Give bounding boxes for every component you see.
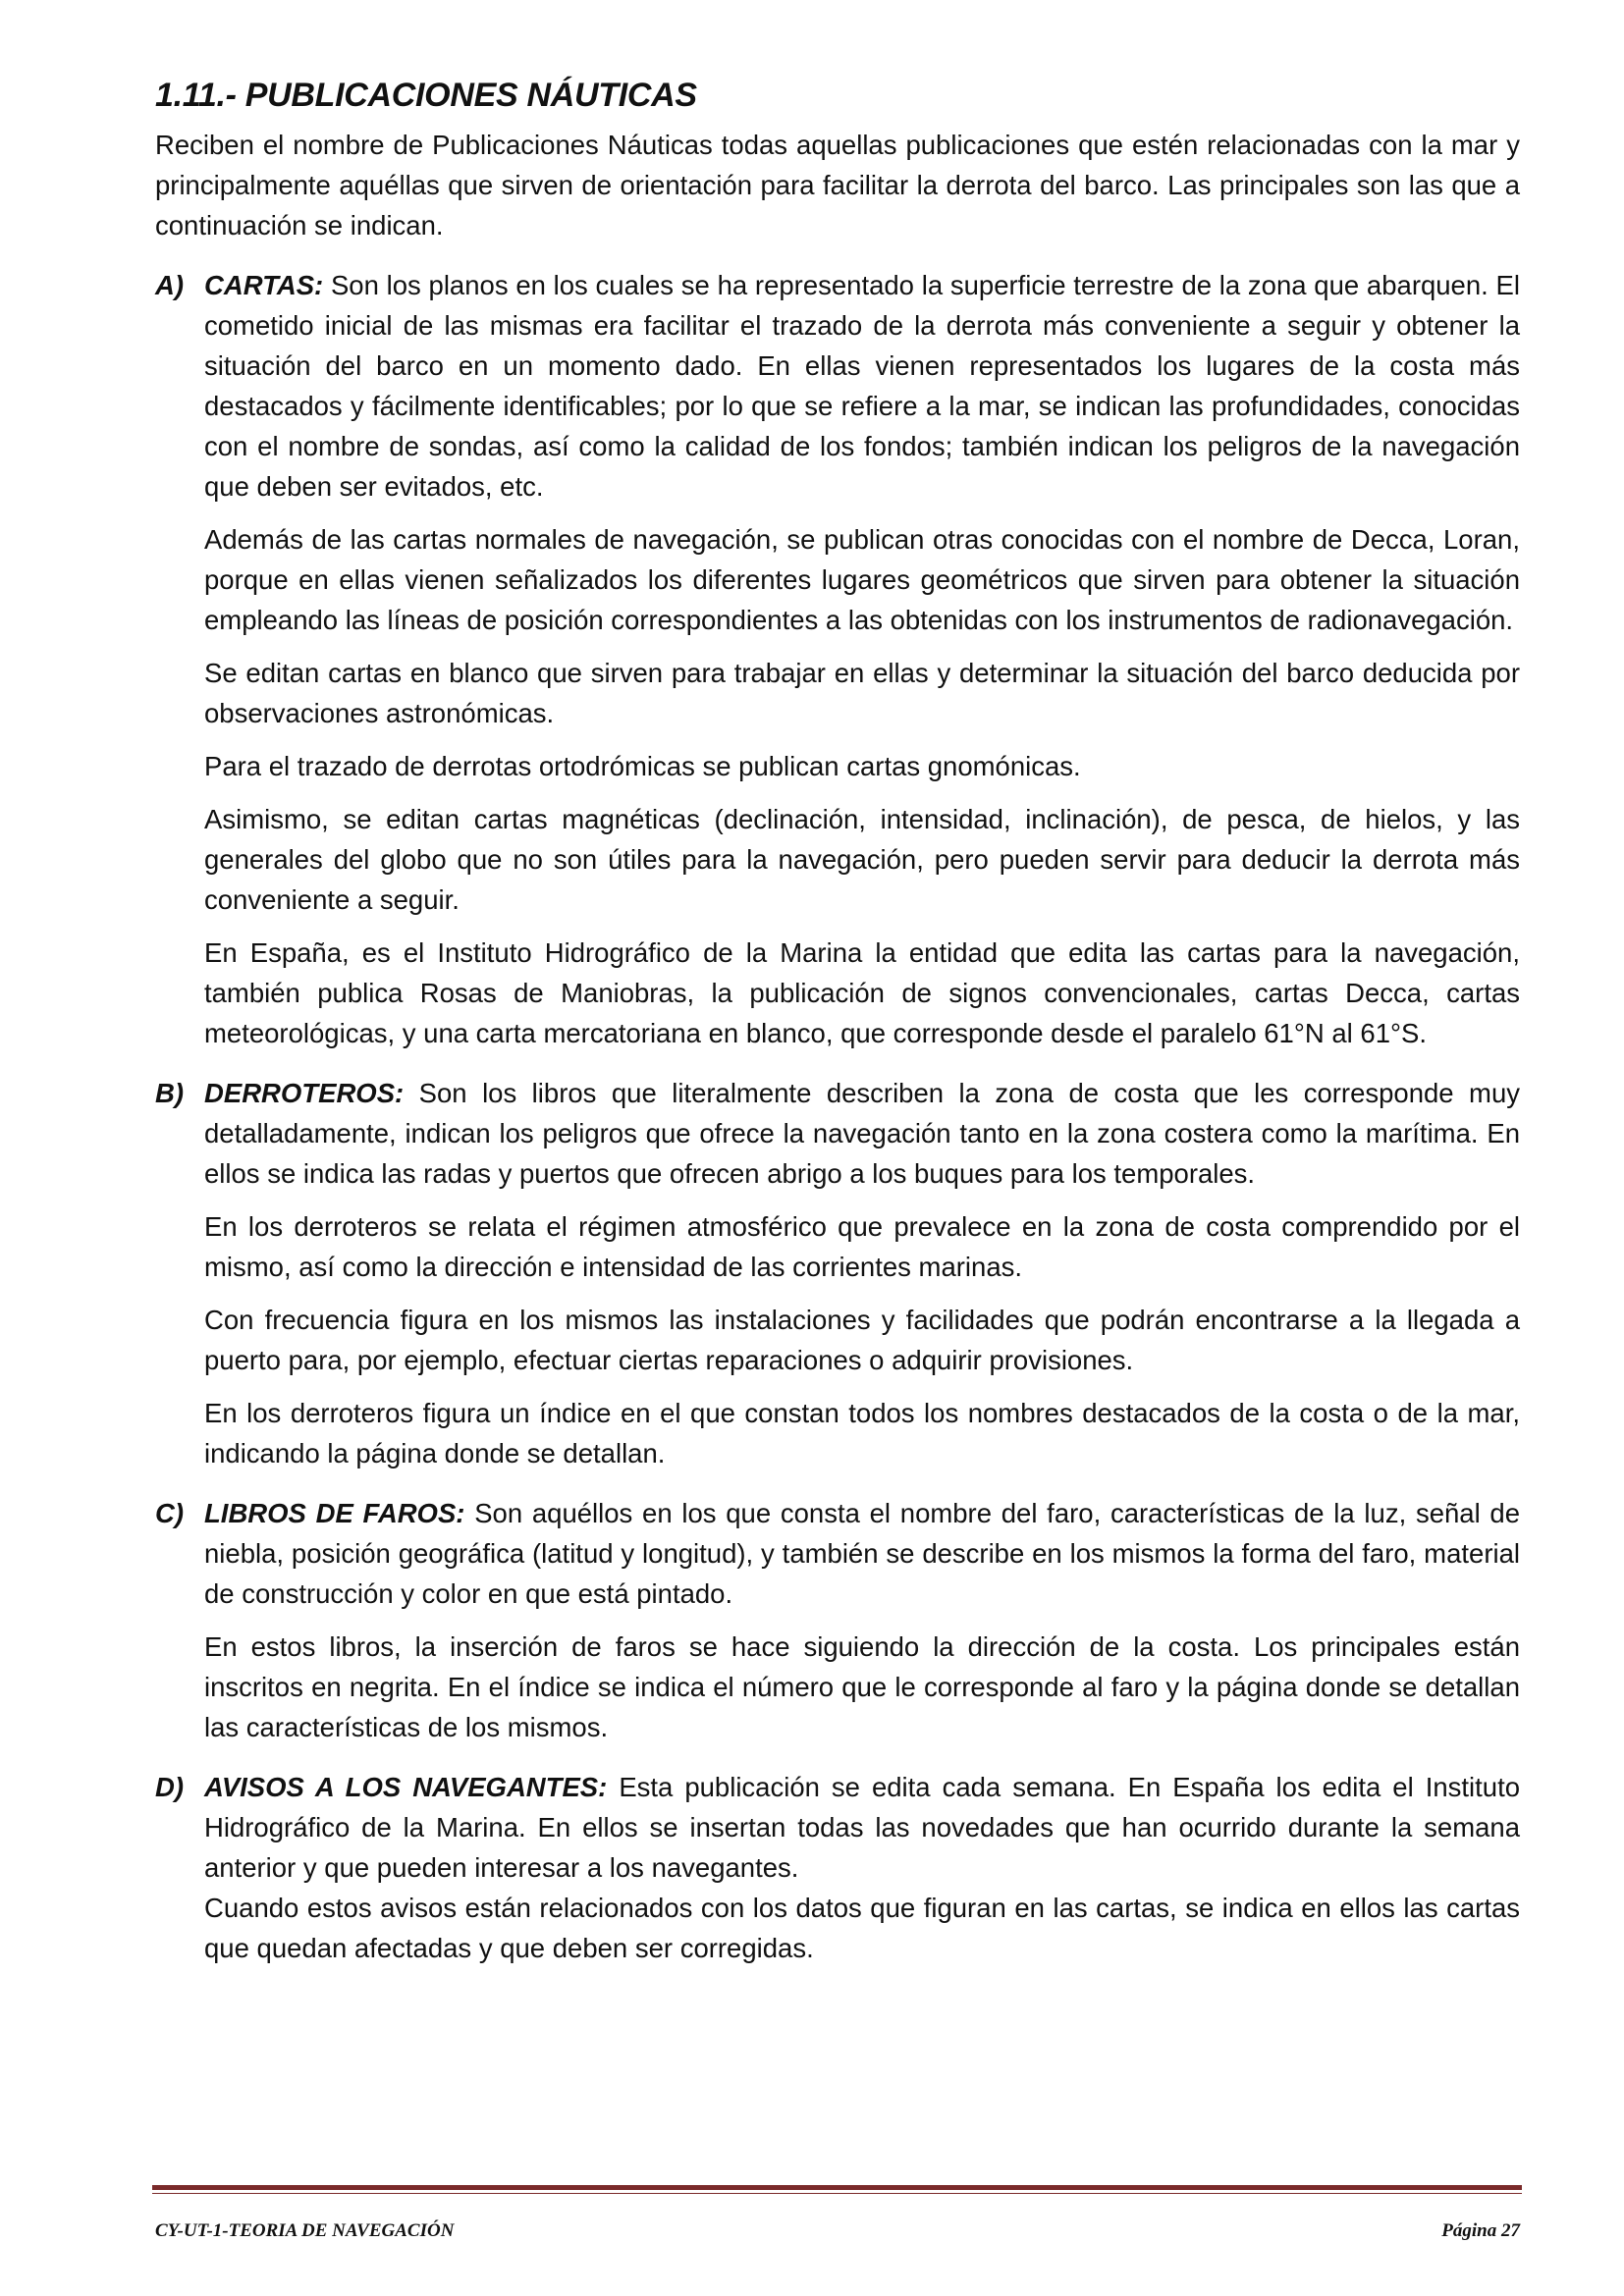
section-letter: D) <box>155 1772 185 1802</box>
paragraph-text: Son aquéllos en los que consta el nombre del faro, características de la luz, señal de niebla, posición geográfica (latitud y longitud), y también se describe en los mismos la forma del faro, material de construcción y color en que está pintado. <box>204 1498 1521 1609</box>
section-derroteros <box>155 1073 1520 1473</box>
paragraph <box>204 1493 1520 1614</box>
page-content <box>155 77 1520 1988</box>
paragraph: En los derroteros se relata el régimen atmosférico que prevalece en la zona de costa comprendido por el mismo, así como la dirección e intensidad de las corrientes marinas. <box>204 1211 1520 1282</box>
footer-divider-thin <box>152 2193 1522 2194</box>
paragraph: Para el trazado de derrotas ortodrómicas se publican cartas gnomónicas. <box>204 751 1081 781</box>
paragraph: Además de las cartas normales de navegación, se publican otras conocidas con el nombre de Decca, Loran, porque en ellas vienen señalizados los diferentes lugares geométricos que sirven para obtener la situación empleando las líneas de posición correspondientes a las obtenidas con los instrumentos de radionavegación. <box>204 524 1520 635</box>
paragraph-text: Esta publicación se edita cada semana. En España los edita el Instituto Hidrográfico de la Marina. En ellos se insertan todas las novedades que han ocurrido durante la semana anterior y que pueden interesar a los navegantes. <box>204 1772 1520 1883</box>
intro-paragraph: Reciben el nombre de Publicaciones Náuticas todas aquellas publicaciones que estén relacionadas con la mar y principalmente aquéllas que sirven de orientación para facilitar la derrota del barco. Las principales son las que a continuación se indican. <box>155 130 1520 240</box>
section-term: AVISOS A LOS NAVEGANTES: <box>204 1772 608 1802</box>
paragraph: Asimismo, se editan cartas magnéticas (declinación, intensidad, inclinación), de pesca, de hielos, y las generales del globo que no son útiles para la navegación, pero pueden servir para deducir la derrota más conveniente a seguir. <box>204 804 1520 915</box>
section-avisos-a-los-navegantes <box>155 1767 1520 1968</box>
footer-page-number: Página 27 <box>1441 2220 1520 2241</box>
paragraph <box>204 1767 1520 1888</box>
paragraph <box>204 1073 1520 1194</box>
section-letter: A) <box>155 270 185 300</box>
section-letter: B) <box>155 1078 185 1108</box>
section-term: CARTAS: <box>204 270 324 300</box>
paragraph-text: Son los planos en los cuales se ha representado la superficie terrestre de la zona que abarquen. El cometido inicial de las mismas era facilitar el trazado de la derrota más conveniente a seguir y obtener la situación del barco en un momento dado. En ellas vienen representados los lugares de la costa más destacados y fácilmente identificables; por lo que se refiere a la mar, se indican las profundidades, conocidas con el nombre de sondas, así como la calidad de los fondos; también indican los peligros de la navegación que deben ser evitados, etc. <box>204 270 1520 502</box>
section-heading: 1.11.- PUBLICACIONES NÁUTICAS <box>155 77 697 114</box>
footer-divider-thick <box>152 2185 1522 2190</box>
paragraph: Cuando estos avisos están relacionados con los datos que figuran en las cartas, se indica en ellos las cartas que quedan afectadas y que deben ser corregidas. <box>204 1893 1520 1963</box>
section-letter: C) <box>155 1498 185 1528</box>
paragraph: En los derroteros figura un índice en el que constan todos los nombres destacados de la costa o de la mar, indicando la página donde se detallan. <box>204 1398 1520 1468</box>
section-libros-de-faros <box>155 1493 1520 1747</box>
paragraph <box>204 265 1520 507</box>
paragraph-text: Son los libros que literalmente describen la zona de costa que les corresponde muy detalladamente, indican los peligros que ofrece la navegación tanto en la zona costera como la marítima. En ellos se indica las radas y puertos que ofrecen abrigo a los buques para los temporales. <box>204 1078 1521 1189</box>
section-term: LIBROS DE FAROS: <box>204 1498 465 1528</box>
paragraph: Se editan cartas en blanco que sirven para trabajar en ellas y determinar la situación del barco deducida por observaciones astronómicas. <box>204 658 1520 728</box>
section-cartas <box>155 265 1520 1053</box>
footer-divider <box>152 2185 1522 2195</box>
section-term: DERROTEROS: <box>204 1078 405 1108</box>
paragraph: En España, es el Instituto Hidrográfico de la Marina la entidad que edita las cartas para la navegación, también publica Rosas de Maniobras, la publicación de signos convencionales, cartas Decca, cartas meteorológicas, y una carta mercatoriana en blanco, que corresponde desde el paralelo 61°N al 61°S. <box>204 937 1520 1048</box>
paragraph: En estos libros, la inserción de faros se hace siguiendo la dirección de la costa. Los principales están inscritos en negrita. En el índice se indica el número que le corresponde al faro y la página donde se detallan las características de los mismos. <box>204 1631 1520 1742</box>
paragraph: Con frecuencia figura en los mismos las instalaciones y facilidades que podrán encontrarse a la llegada a puerto para, por ejemplo, efectuar ciertas reparaciones o adquirir provisiones. <box>204 1305 1520 1375</box>
footer-document-title: CY-UT-1-TEORIA DE NAVEGACIÓN <box>155 2220 455 2241</box>
